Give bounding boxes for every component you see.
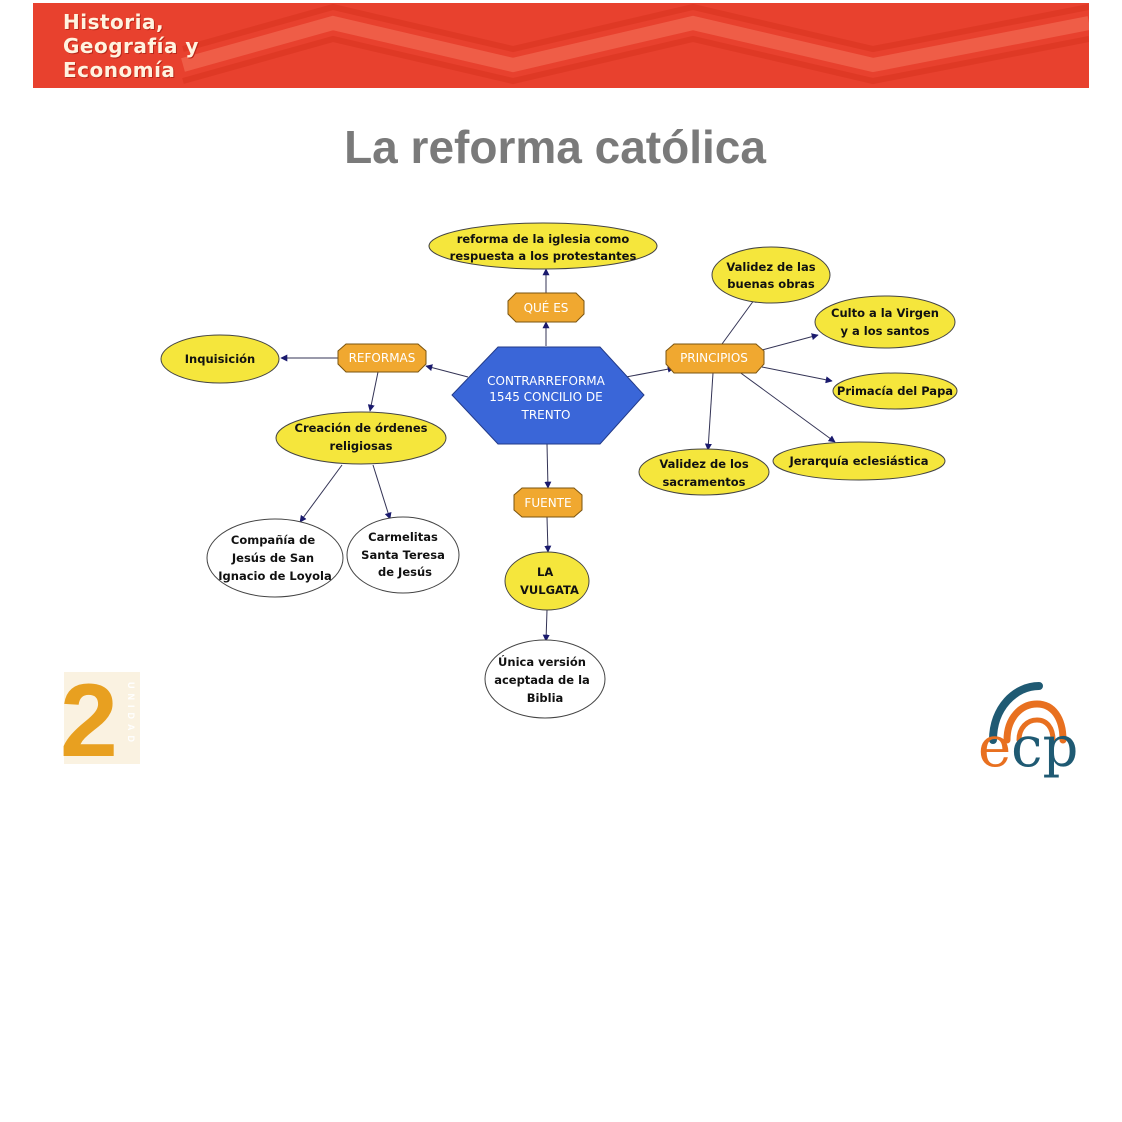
line-center-principios — [626, 368, 674, 377]
node-sacramentos — [639, 449, 769, 495]
line-principios-obras — [722, 296, 757, 344]
center-node — [452, 347, 644, 444]
node-inquisicion — [161, 335, 279, 383]
node-biblia-line-2: aceptada de la — [494, 673, 590, 687]
line-principios-primacia — [762, 367, 832, 381]
node-inquisicion-label: Inquisición — [184, 352, 256, 366]
ecp-logo-letters-rest: cp — [1011, 715, 1079, 780]
node-ordenes-line-2: religiosas — [329, 439, 393, 453]
node-compania-line-2: Jesús de San — [231, 551, 315, 565]
node-vulgata-line-1: LA — [537, 565, 554, 579]
ecp-logo-text — [978, 715, 1079, 780]
line-center-reformas — [426, 366, 468, 377]
node-que-es-definition-line-2: respuesta a los protestantes — [449, 249, 637, 263]
node-jerarquia — [773, 442, 945, 480]
node-ordenes — [276, 412, 446, 464]
node-compania-line-3: Ignacio de Loyola — [218, 569, 332, 583]
node-biblia-line-3: Biblia — [526, 691, 564, 705]
ecp-logo-letters: e — [978, 715, 1012, 780]
center-line-1: CONTRARREFORMA — [487, 374, 605, 388]
unit-badge-word: UNIDAD — [126, 682, 136, 747]
unit-badge-number: 2 — [60, 668, 118, 768]
line-reformas-ordenes — [370, 372, 378, 411]
line-principios-culto — [762, 335, 818, 350]
center-line-2: 1545 CONCILIO DE — [489, 390, 603, 404]
connector-reformas-label: REFORMAS — [348, 351, 416, 365]
connector-principios — [666, 344, 764, 373]
node-ordenes-line-1: Creación de órdenes — [294, 421, 428, 435]
line-ordenes-carmelitas — [373, 465, 390, 519]
line-fuente-vulgata — [547, 517, 548, 552]
connector-fuente — [514, 488, 582, 517]
line-principios-sacramentos — [708, 373, 713, 450]
line-ordenes-compania — [300, 465, 342, 522]
connector-principios-label: PRINCIPIOS — [680, 351, 748, 365]
node-compania-line-1: Compañía de — [230, 533, 316, 547]
node-culto-virgen-line-1: Culto a la Virgen — [831, 306, 939, 320]
line-principios-jerarquia — [738, 371, 835, 442]
node-que-es-definition — [429, 223, 657, 269]
banner-title-line-3: Economía — [63, 58, 176, 82]
node-carmelitas — [347, 517, 459, 593]
node-carmelitas-line-3: de Jesús — [378, 565, 432, 579]
node-carmelitas-line-1: Carmelitas — [368, 530, 438, 544]
node-compania — [207, 519, 343, 597]
node-buenas-obras — [712, 247, 830, 303]
node-buenas-obras-line-2: buenas obras — [727, 277, 815, 291]
connector-que-es — [508, 293, 584, 322]
node-jerarquia-label: Jerarquía eclesiástica — [789, 454, 929, 468]
line-vulgata-biblia — [546, 610, 547, 641]
unit-badge — [58, 668, 144, 768]
node-carmelitas-line-2: Santa Teresa — [361, 548, 445, 562]
node-biblia — [485, 640, 605, 718]
node-vulgata-line-2: VULGATA — [520, 583, 579, 597]
node-culto-virgen — [815, 296, 955, 348]
node-sacramentos-line-1: Validez de los — [659, 457, 749, 471]
node-biblia-line-1: Única versión — [498, 655, 586, 669]
node-buenas-obras-line-1: Validez de las — [726, 260, 816, 274]
line-center-fuente — [547, 444, 548, 488]
connector-que-es-label: QUÉ ES — [523, 301, 569, 315]
node-sacramentos-line-2: sacramentos — [662, 475, 746, 489]
banner-title-line-1: Historia, — [63, 10, 165, 34]
connector-reformas — [338, 344, 426, 372]
node-que-es-definition-line-1: reforma de la iglesia como — [456, 232, 630, 246]
node-vulgata — [505, 552, 589, 610]
node-primacia — [833, 373, 957, 409]
connector-fuente-label: FUENTE — [524, 496, 572, 510]
center-line-3: TRENTO — [521, 408, 571, 422]
slide-title: La reforma católica — [344, 121, 766, 173]
banner-title-line-2: Geografía y — [63, 34, 199, 58]
node-primacia-label: Primacía del Papa — [836, 384, 954, 398]
node-culto-virgen-line-2: y a los santos — [840, 324, 930, 338]
